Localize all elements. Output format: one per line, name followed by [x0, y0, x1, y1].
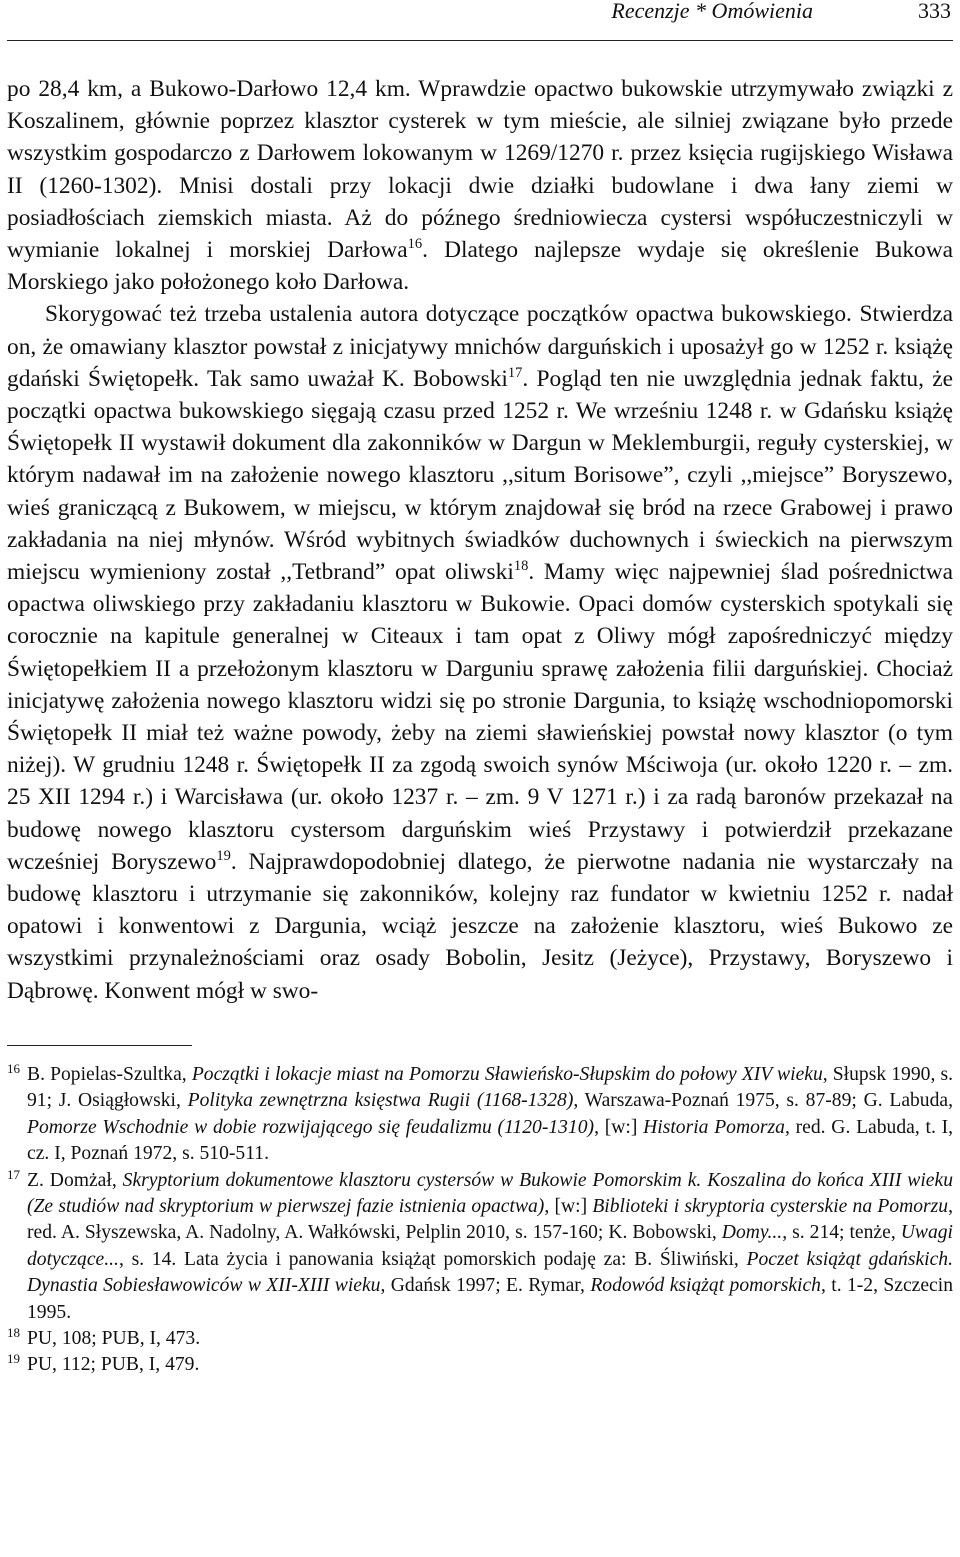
footnote-text: PU, 112; PUB, I, 479.: [27, 1354, 200, 1376]
footnote-text: , s. 214; tenże,: [782, 1222, 901, 1244]
footnote-number: 16: [7, 1060, 20, 1076]
footnote-19: [7, 1352, 953, 1378]
paragraph-1-text-a: po 28,4 km, a Bukowo-Darłowo 12,4 km. Wprawdzie opactwo bukowskie utrzymywało związki z Koszalinem, głównie poprzez klasztor cysterek w tym mieście, ale silniej związane było przede wszystkim gospodarczo z Darłowem lokowanym w 1269/1270 r. przez księcia rugijskiego Wisława II (1260-1302). Mnisi dostali przy lokacji dwie działki budowlane i dwa łany ziemi w posiadłościach ziemskich miasta. Aż do późnego średniowiecza cystersi współuczestniczyli w wymianie lokalnej i morskiej Darłowa: [7, 76, 953, 264]
footnote-text: , red. A. Słyszewska, A. Nadolny, A. Wałkówski, Pelplin 2010, s. 157-160; K. Bobowski,: [27, 1195, 954, 1244]
running-title: Recenzje * Omówienia: [611, 0, 813, 23]
footnote-text: , Warszawa-Poznań 1975, s. 87-89; G. Labuda,: [573, 1090, 953, 1112]
footnote-title: Biblioteki i skryptoria cysterskie na Pomorzu: [592, 1195, 949, 1217]
footnote-text: PU, 108; PUB, I, 473.: [27, 1327, 201, 1349]
paragraph-1: [7, 73, 953, 298]
footnote-title: Polityka zewnętrzna księstwa Rugii (1168-1328): [187, 1090, 574, 1112]
footnote-title: Skryptorium dokumentowe klasztoru cystersów w Bukowie Pomorskim k. Koszalina do końca XIII wieku (Ze studiów nad skryptorium w pierwszej fazie istnienia opactwa): [27, 1169, 953, 1217]
footnote-text: , [w:]: [594, 1116, 644, 1138]
footnote-number: 19: [7, 1351, 20, 1367]
footnote-title: Rodowód książąt pomorskich: [590, 1275, 821, 1297]
footnote-ref-19: 19: [216, 847, 231, 864]
footnote-number: 18: [7, 1324, 20, 1340]
page-number: 333: [918, 0, 951, 23]
paragraph-2-text-a: Skorygować też trzeba ustalenia autora dotyczące początków opactwa bukowskiego. Stwierdza on, że omawiany klasztor powstał z inicjatywy mnichów darguńskich i uposażył go w 1252 r. książę gdański Świętopełk. Tak samo uważał K. Bobowski: [7, 301, 953, 392]
footnote-text: B. Popielas-Szultka,: [27, 1063, 192, 1085]
footnote-ref-18: 18: [513, 558, 529, 575]
footnote-title: Historia Pomorza: [643, 1116, 785, 1138]
footnote-title: Uwagi dotyczące...: [27, 1222, 953, 1270]
footnotes: [7, 1062, 953, 1379]
footnote-text: , [w:]: [544, 1195, 593, 1217]
footnote-16: [7, 1062, 953, 1168]
footnote-text: , s. 14. Lata życia i panowania książąt pomorskich podaję za: B. Śliwiński,: [118, 1248, 747, 1270]
main-text: [7, 73, 953, 1007]
paragraph-1-text-b: . Dlatego najlepsze wydaje się określenie Bukowa Morskiego jako położonego koło Darłowa.: [7, 237, 953, 296]
paragraph-2-text-b: . Pogląd ten nie uwzględnia jednak faktu, że początki opactwa bukowskiego sięgają czasu przed 1252 r. We wrześniu 1248 r. w Gdańsku książę Świętopełk II wystawił dokument dla zakonników w Dargun w Meklemburgii, reguły cysterskiej, w którym nadawał im na założenie nowego klasztoru ,,situm Borisowe”, czyli ,,miejsce” Boryszewo, wieś graniczącą z Bukowem, w miejscu, w którym znajdował się bród na rzece Grabowej i prawo zakładania na niej młynów. Wśród wybitnych świadków duchownych i świeckich na pierwszym miejscu wymieniony został ,,Tetbrand” opat oliwski: [7, 365, 953, 586]
footnote-ref-16: 16: [407, 236, 423, 253]
footnote-18: [7, 1326, 953, 1352]
footnote-17: [7, 1168, 953, 1326]
footnote-number: 17: [7, 1166, 20, 1182]
footnote-text: , Słupsk 1990, s. 91; J. Osiągłowski,: [27, 1063, 953, 1112]
footnote-title: Pomorze Wschodnie w dobie rozwijającego się feudalizmu (1120-1310): [27, 1116, 595, 1138]
footnote-separator: [7, 1045, 192, 1046]
footnote-text: , Gdańsk 1997; E. Rymar,: [380, 1275, 591, 1297]
running-header: [7, 0, 953, 41]
footnote-ref-17: 17: [507, 364, 523, 381]
paragraph-2: [7, 298, 953, 1006]
paragraph-2-text-d: . Najprawdopodobniej dlatego, że pierwotne nadania nie wystarczały na budowę klasztoru i utrzymanie się zakonników, kolejny raz fundator w kwietniu 1252 r. nadał opatowi i konwentowi z Dargunia, wciąż jeszcze na założenie klasztoru, wieś Bukowo ze wszystkimi przynależnościami oraz osady Bobolin, Jesitz (Jeżyce), Przystawy, Boryszewo i Dąbrowę. Konwent mógł w swo-: [7, 848, 953, 1004]
footnote-text: , t. 1-2, Szczecin 1995.: [27, 1275, 953, 1323]
footnote-title: Poczet książąt gdańskich. Dynastia Sobiesławowiców w XII-XIII wieku: [27, 1248, 953, 1297]
footnote-text: , red. G. Labuda, t. I, cz. I, Poznań 1972, s. 510-511.: [27, 1116, 954, 1165]
footnote-title: Początki i lokacje miast na Pomorzu Sławieńsko-Słupskim do połowy XIV wieku: [191, 1063, 823, 1085]
paragraph-2-text-c: . Mamy więc najpewniej ślad pośrednictwa opactwa oliwskiego przy zakładaniu klasztoru w Bukowie. Opaci domów cysterskich spotykali się corocznie na kapitule generalnej w Citeaux i tam opat z Oliwy mógł zapośredniczyć między Świętopełkiem II a przełożonym klasztoru w Darguniu sprawę założenia filii darguńskiej. Chociaż inicjatywę założenia nowego klasztoru widzi się po stronie Dargunia, to książę wschodniopomorski Świętopełk II miał też ważne powody, żeby na ziemi sławieńskiej powstał nowy klasztor (o tym niżej). W grudniu 1248 r. Świętopełk II za zgodą swoich synów Mściwoja (ur. około 1220 r. – zm. 25 XII 1294 r.) i Warcisława (ur. około 1237 r. – zm. 9 V 1271 r.) i za radą baronów przekazał na budowę nowego klasztoru cystersom darguńskim wieś Przystawy i potwierdził przekazane wcześniej Boryszewo: [7, 559, 953, 875]
footnote-text: Z. Domżał,: [27, 1169, 123, 1191]
footnote-title: Domy...: [721, 1222, 783, 1244]
